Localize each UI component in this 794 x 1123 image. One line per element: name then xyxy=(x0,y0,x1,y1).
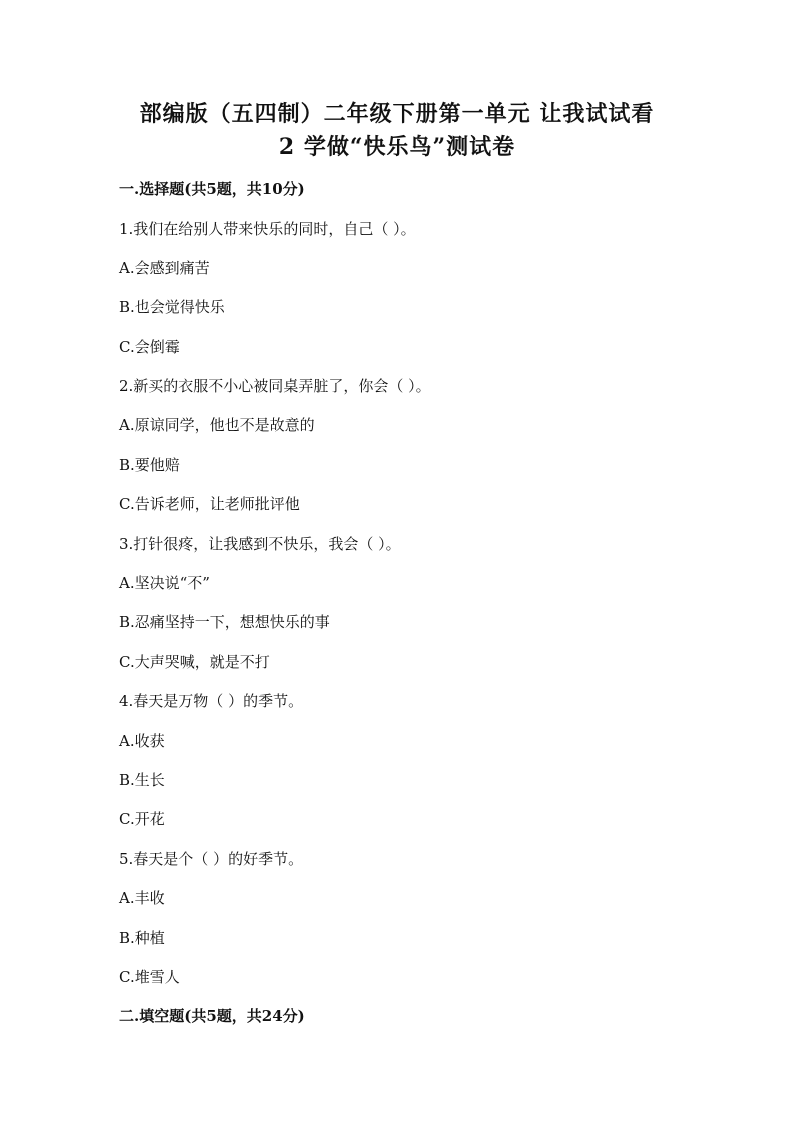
question-5-option-b: B.种植 xyxy=(119,929,165,947)
question-3-option-c: C.大声哭喊，就是不打 xyxy=(119,653,270,671)
question-2-option-a: A.原谅同学，他也不是故意的 xyxy=(119,416,315,434)
question-1-option-c: C.会倒霉 xyxy=(119,338,180,356)
section-heading-fill: 二.填空题(共5题，共24分) xyxy=(119,1007,305,1025)
question-4-option-c: C.开花 xyxy=(119,810,165,828)
question-5-option-c: C.堆雪人 xyxy=(119,968,180,986)
question-1-option-a: A.会感到痛苦 xyxy=(119,259,210,277)
exam-title-line1: 部编版（五四制）二年级下册第一单元 让我试试看 xyxy=(139,101,655,127)
question-4-stem: 4.春天是万物（ ）的季节。 xyxy=(119,692,304,710)
question-5-stem: 5.春天是个（ ）的好季节。 xyxy=(119,850,304,868)
exam-title-line2: 2 学做“快乐鸟”测试卷 xyxy=(278,134,516,160)
question-2-stem: 2.新买的衣服不小心被同桌弄脏了，你会（ ）。 xyxy=(119,377,431,395)
question-5-option-a: A.丰收 xyxy=(119,889,165,907)
question-1-stem: 1.我们在给别人带来快乐的同时，自己（ ）。 xyxy=(119,220,416,238)
section-heading-choice: 一.选择题(共5题，共10分) xyxy=(119,180,305,198)
question-2-option-c: C.告诉老师，让老师批评他 xyxy=(119,495,300,513)
question-1-option-b: B.也会觉得快乐 xyxy=(119,298,225,316)
question-4-option-b: B.生长 xyxy=(119,771,165,789)
question-3-option-b: B.忍痛坚持一下，想想快乐的事 xyxy=(119,613,330,631)
question-2-option-b: B.要他赔 xyxy=(119,456,180,474)
question-3-option-a: A.坚决说“不” xyxy=(119,574,210,592)
question-4-option-a: A.收获 xyxy=(119,732,165,750)
question-3-stem: 3.打针很疼，让我感到不快乐，我会（ ）。 xyxy=(119,535,401,553)
